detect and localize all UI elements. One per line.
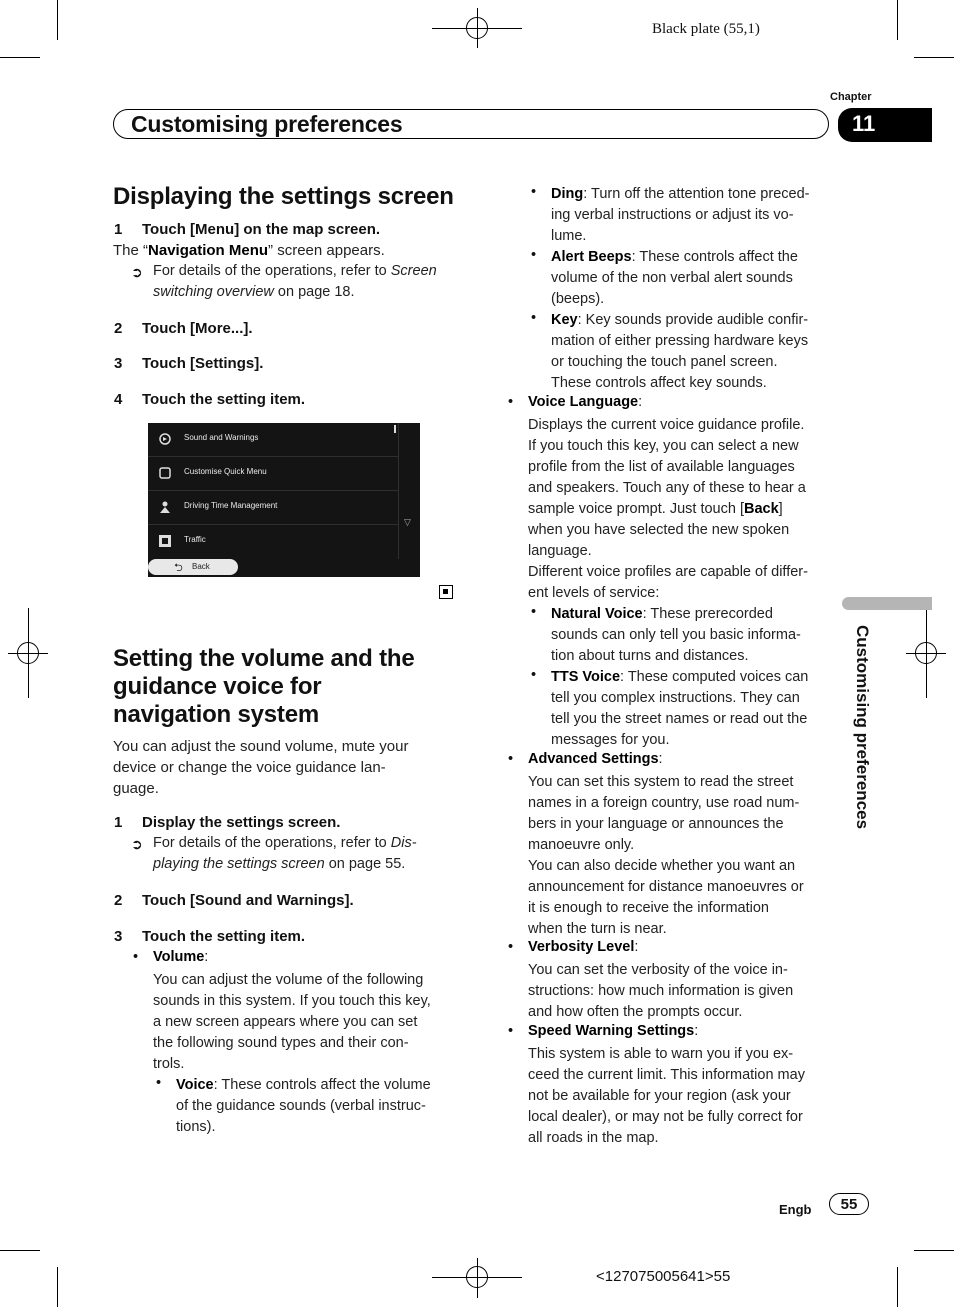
screenshot-row: Traffic (148, 525, 398, 558)
list-item-text: Displays the current voice guidance profile. If you touch this key, you can select a new profile from the list of available languages and speakers. Touch any of these to hear a sample voice prompt. Just touch [Back] when you have selected the new spoken language. Different voice profiles are capable of differ- ent levels of service: (528, 417, 808, 601)
plate-label: Black plate (55,1) (652, 21, 760, 37)
bullet-icon: • (531, 310, 537, 326)
reference-note: playing the settings screen on page 55. (153, 856, 406, 872)
screenshot-row: Driving Time Management (148, 491, 398, 525)
list-item-text: Natural Voice: These prerecorded sounds can only tell you basic informa- tion about turns and distances. (551, 606, 801, 664)
list-item-text: You can set this system to read the street names in a foreign country, use road num- bers in your language or announces the manoeuvre only. You can also decide whether you want an announcement for distance manoeuvres or it is enough to receive the information when the turn is near. (528, 774, 804, 937)
list-item-text: TTS Voice: These computed voices can tell you complex instructions. They can tell you the street names or read out the messages for you. (551, 669, 809, 748)
list-item-label: Speed Warning Settings: (528, 1023, 699, 1039)
scroll-down-icon: ▽ (404, 517, 411, 527)
screenshot-row: Customise Quick Menu (148, 457, 398, 491)
bullet-icon: • (531, 604, 537, 620)
list-item-label: Volume: (153, 949, 209, 965)
arrow-icon: ➲ (131, 836, 143, 852)
section-title: Displaying the settings screen (113, 183, 454, 210)
bullet-icon: • (133, 949, 139, 965)
sound-icon (158, 432, 172, 446)
list-item-text: Alert Beeps: These controls affect the volume of the non verbal alert sounds (beeps). (551, 249, 798, 307)
list-item-label: Advanced Settings: (528, 751, 663, 767)
chapter-number: 11 (852, 111, 876, 136)
side-tab-label: Customising preferences (853, 625, 872, 830)
registration-mark (915, 642, 937, 664)
crop-mark (0, 57, 40, 58)
bullet-icon: • (508, 751, 514, 767)
chapter-label: Chapter (830, 91, 872, 103)
section-title: Setting the volume and the guidance voice for navigation system (113, 645, 415, 728)
registration-mark (466, 1266, 488, 1288)
bullet-icon: • (508, 394, 514, 410)
registration-mark (17, 642, 39, 664)
bullet-icon: • (508, 1023, 514, 1039)
settings-screenshot (148, 423, 420, 577)
traffic-icon (158, 534, 172, 548)
intro-text: You can adjust the sound volume, mute your device or change the voice guidance lan- guage. (113, 738, 409, 797)
list-item-text: This system is able to warn you if you ex- ceed the current limit. This information may not be available for your region (ask your local dealer), or may not be fully correct for all roads in the map. (528, 1046, 805, 1146)
list-item-text: Ding: Turn off the attention tone preced- ing verbal instructions or adjust its vo- lume. (551, 186, 810, 244)
back-button: ⮌ Back (148, 559, 238, 575)
back-arrow-icon: ⮌ (174, 562, 183, 574)
side-tab-bar (842, 597, 932, 610)
reference-note: For details of the operations, refer to Dis- (153, 835, 417, 851)
bullet-icon: • (531, 667, 537, 683)
bullet-icon: • (156, 1075, 162, 1091)
reference-note: switching overview on page 18. (153, 284, 355, 300)
reference-note: For details of the operations, refer to Screen (153, 263, 437, 279)
list-item-text: You can set the verbosity of the voice in- structions: how much information is given and how often the prompts occur. (528, 962, 794, 1020)
scrollbar (398, 423, 399, 559)
list-item-label: Voice Language: (528, 394, 643, 410)
crop-mark (897, 1267, 898, 1307)
body-text: The “Navigation Menu” screen appears. (113, 242, 385, 259)
screenshot-row: Sound and Warnings (148, 423, 398, 457)
crop-mark (57, 1267, 58, 1307)
crop-mark (914, 57, 954, 58)
footer-language: Engb (779, 1202, 812, 1217)
header-title: Customising preferences (131, 111, 403, 137)
list-item-label: Verbosity Level: (528, 939, 639, 955)
crop-mark (0, 1250, 40, 1251)
page-number: 55 (840, 1196, 858, 1213)
scroll-thumb (394, 425, 396, 433)
list-item-text: You can adjust the volume of the following sounds in this system. If you touch this key, a new screen appears where you can set the following sound types and their con- trols. (153, 972, 431, 1072)
quick-menu-icon (158, 466, 172, 480)
crop-mark (897, 0, 898, 40)
list-item-text: Key: Key sounds provide audible confir- mation of either pressing hardware keys or touching the touch panel screen. These controls affect key sounds. (551, 312, 809, 391)
document-code: <127075005641>55 (596, 1268, 731, 1285)
list-item-text: Voice: These controls affect the volume of the guidance sounds (verbal instruc- tions). (176, 1077, 431, 1135)
driver-icon (158, 500, 172, 514)
bullet-icon: • (531, 184, 537, 200)
end-mark-icon (439, 585, 453, 599)
registration-mark (466, 17, 488, 39)
bullet-icon: • (508, 939, 514, 955)
crop-mark (914, 1250, 954, 1251)
crop-mark (57, 0, 58, 40)
bullet-icon: • (531, 247, 537, 263)
arrow-icon: ➲ (131, 264, 143, 280)
